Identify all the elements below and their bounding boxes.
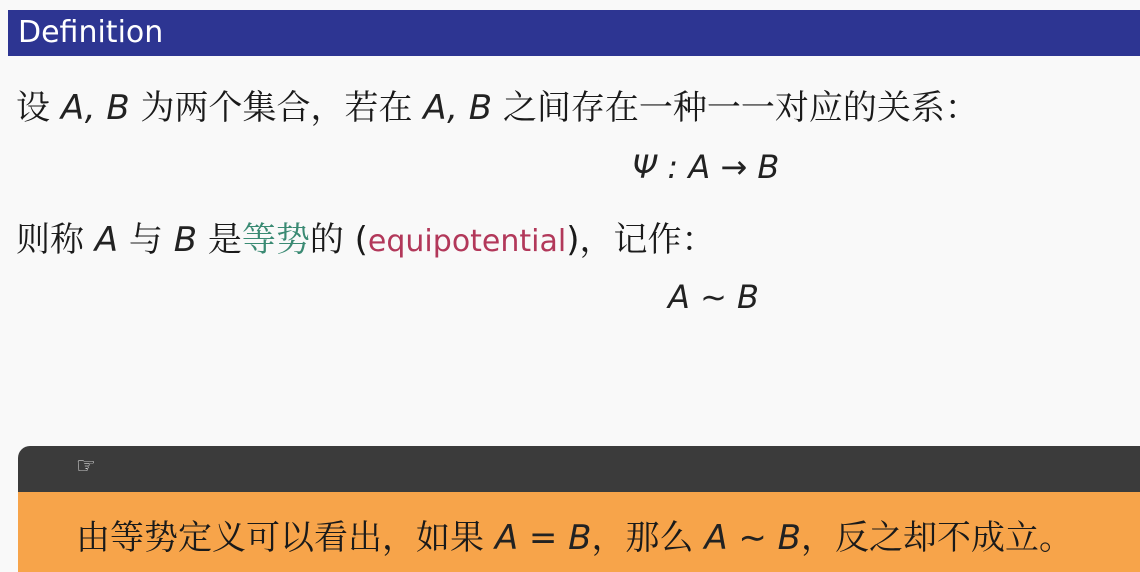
note-math-2: A ∼ B bbox=[704, 518, 801, 558]
line1-math-b: A, B bbox=[423, 88, 493, 128]
definition-title: Definition bbox=[18, 15, 164, 50]
line2-de: 的 ( bbox=[309, 220, 368, 260]
line2-math-a: A bbox=[84, 220, 119, 260]
pointing-hand-icon: ☞ bbox=[76, 454, 96, 479]
note-text bbox=[76, 510, 1073, 559]
note-mid: ，那么 bbox=[591, 518, 705, 558]
equation-mapping bbox=[632, 148, 779, 186]
equation-equipotent bbox=[668, 278, 759, 316]
equation-psi: Ψ bbox=[632, 148, 658, 186]
line2-math-b: B bbox=[173, 220, 198, 260]
note-box bbox=[18, 446, 1140, 572]
definition-line-2 bbox=[16, 212, 715, 261]
line1-suffix: 之间存在一种一一对应的关系： bbox=[492, 88, 979, 128]
line2-suffix: )，记作： bbox=[566, 220, 716, 260]
equation-mapping-rest: : A → B bbox=[657, 148, 780, 186]
note-math-1: A = B bbox=[494, 518, 592, 558]
note-header bbox=[18, 446, 1140, 492]
line2-prefix: 则称 bbox=[16, 220, 84, 260]
definition-header bbox=[8, 10, 1140, 56]
line1-prefix: 设 bbox=[16, 88, 61, 128]
line2-with: 与 bbox=[118, 220, 174, 260]
note-pre: 由等势定义可以看出，如果 bbox=[76, 518, 495, 558]
equation-equipotent-text: A ∼ B bbox=[668, 278, 759, 316]
line2-is: 是 bbox=[197, 220, 242, 260]
note-post: ，反之却不成立。 bbox=[801, 518, 1073, 558]
line1-math-a: A, B bbox=[60, 88, 130, 128]
term-equipotential-en: equipotential bbox=[367, 224, 567, 259]
term-equipotential-cn: 等势 bbox=[241, 220, 310, 260]
line1-middle: 为两个集合，若在 bbox=[129, 88, 424, 128]
note-body bbox=[18, 492, 1140, 572]
definition-line-1 bbox=[16, 80, 979, 129]
